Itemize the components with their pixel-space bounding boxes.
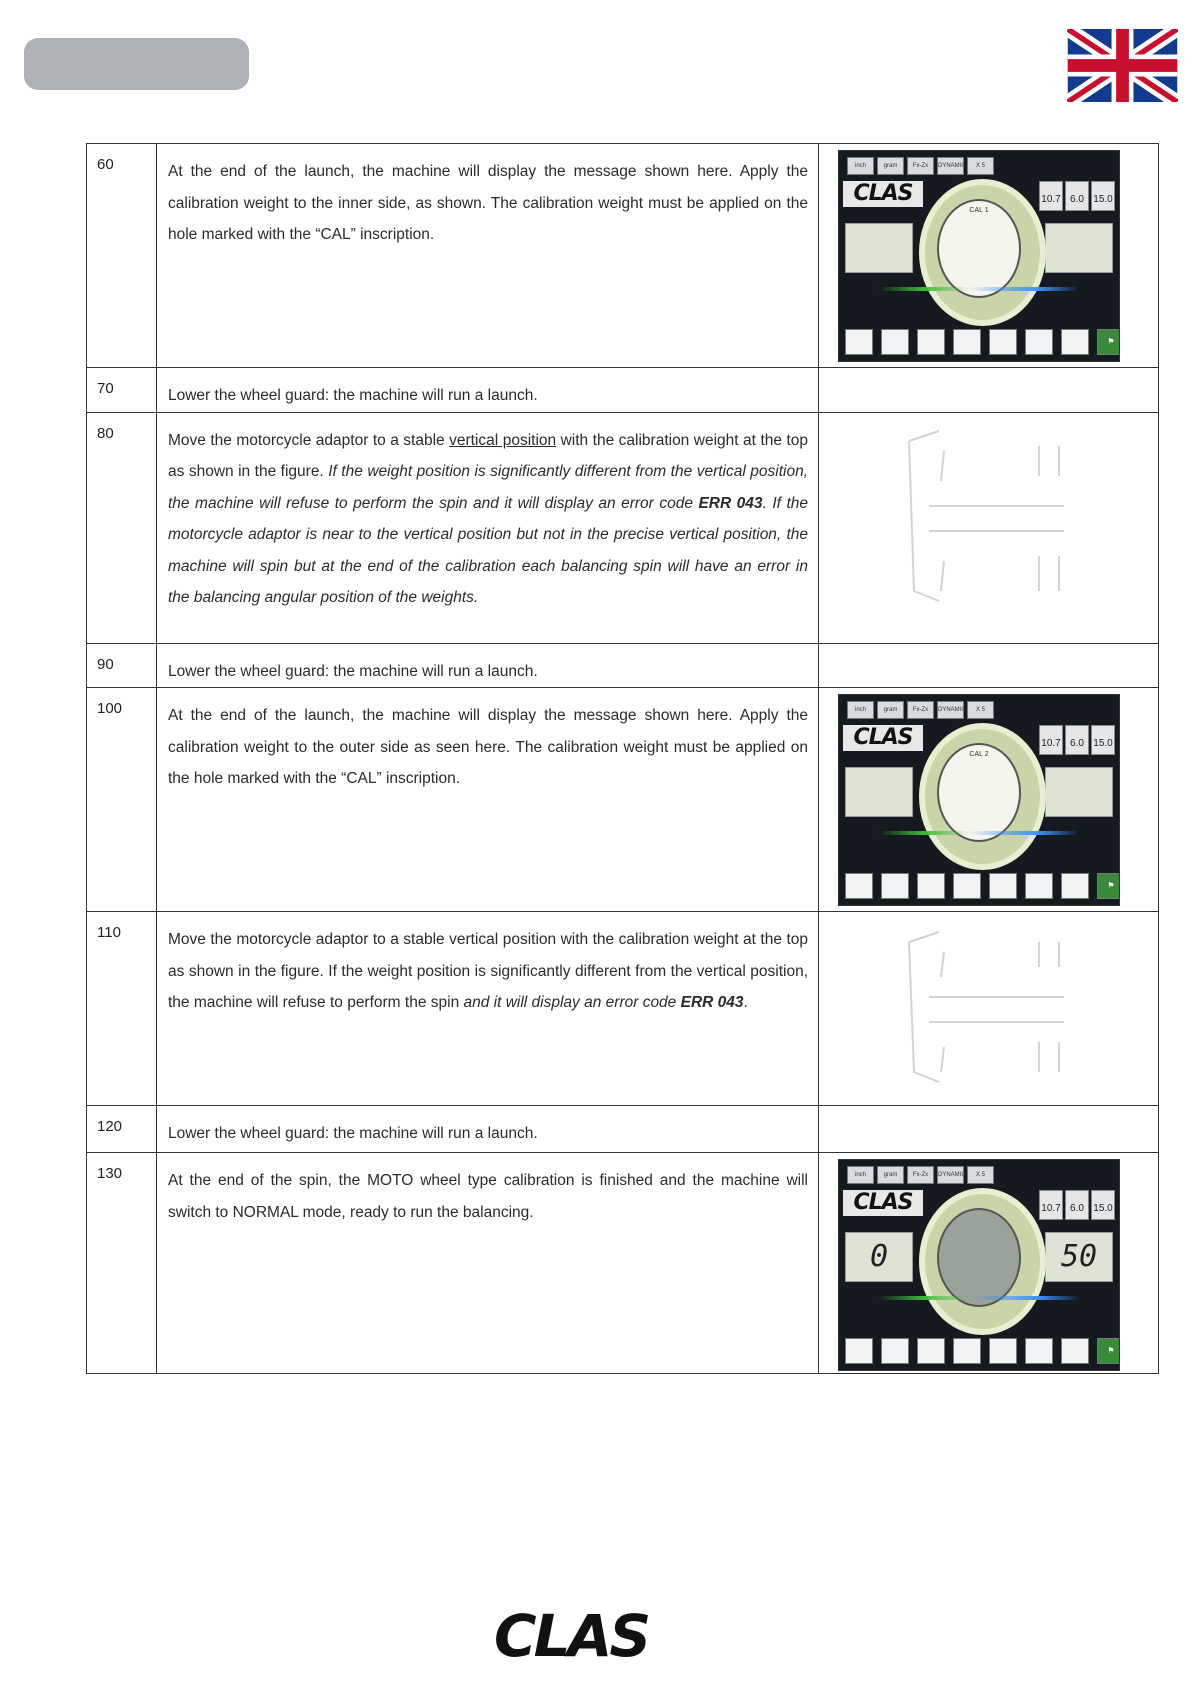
table-row: [87, 1106, 1159, 1153]
screen-button: [953, 329, 981, 355]
screen-button: [989, 873, 1017, 899]
step-text: Lower the wheel guard: the machine will run a launch.: [168, 662, 538, 680]
screen-tab: DYNAMIC: [937, 701, 964, 719]
dimension-value: 10.7: [1039, 725, 1063, 755]
screen-button: [989, 1338, 1017, 1364]
table-row: [87, 688, 1159, 912]
step-number: 110: [87, 912, 157, 1106]
motorcycle-adaptor-sketch: [899, 421, 1079, 611]
balancer-screen-normal: [838, 1159, 1120, 1371]
wheel-cal-label: CAL 1: [969, 207, 989, 214]
motorcycle-mode-icon: ⚑: [1097, 329, 1120, 355]
wheel-graphic: [919, 179, 1046, 326]
screen-button: [917, 1338, 945, 1364]
error-code: ERR 043: [698, 494, 763, 512]
step-text: Move the motorcycle adaptor to a stable vertical position with the calibration weight at the top as shown in the figure. If the weight position is significantly different from the vertical position, the machine will refuse to perform the spin and it will display an error code ERR 043. If the motorcycle adaptor is near to the vertical position but not in the precise vertical position, the machine will spin but at the end of the calibration each balancing spin will have an error in the balancing angular position of the weights.: [168, 431, 809, 606]
wheel-graphic: [919, 1188, 1046, 1335]
screen-toolbar: [847, 701, 994, 717]
step-text: At the end of the launch, the machine will display the message shown here. Apply the calibration weight to the inner side, as shown. The calibration weight must be applied on the hole marked with the “CAL” inscription.: [168, 163, 808, 243]
step-number: 70: [87, 368, 157, 413]
screen-tab: gram: [877, 1166, 904, 1184]
left-weight-value: 0: [845, 1232, 913, 1282]
clas-footer-logo: [494, 1608, 699, 1664]
screen-tab: inch: [847, 157, 874, 175]
screen-button: [881, 329, 909, 355]
screen-tab: DYNAMIC: [937, 157, 964, 175]
screen-tab: Fx-Zx: [907, 157, 934, 175]
screen-dimension-values: [1039, 725, 1115, 755]
screen-button: [881, 1338, 909, 1364]
screen-tab: inch: [847, 1166, 874, 1184]
screen-bottom-buttons: [845, 873, 1120, 899]
step-number: 90: [87, 643, 157, 688]
screen-button: [1025, 873, 1053, 899]
screen-button: [845, 873, 873, 899]
screen-bottom-buttons: [845, 1338, 1120, 1364]
wheel-graphic: [919, 723, 1046, 870]
screen-tab: gram: [877, 701, 904, 719]
calibration-steps-table: [86, 143, 1159, 1374]
wheel-cal-label: CAL 2: [969, 751, 989, 758]
step-text: Lower the wheel guard: the machine will run a launch.: [168, 1125, 538, 1142]
screen-brand-logo: CLAS: [843, 181, 923, 207]
step-text: Move the motorcycle adaptor to a stable vertical position with the calibration weight at the top as shown in the figure. If the weight position is significantly different from the vertical position, the machine will refuse to perform the spin and it will display an error code ERR 043.: [168, 931, 808, 1011]
screen-brand-logo: CLAS: [843, 1190, 923, 1216]
screen-brand-logo: CLAS: [843, 725, 923, 751]
right-weight-value: 50: [1045, 1232, 1113, 1282]
screen-toolbar: [847, 1166, 994, 1182]
table-row: [87, 1153, 1159, 1374]
screen-button: [989, 329, 1017, 355]
header-tab-pill: [24, 38, 249, 90]
screen-toolbar: [847, 157, 994, 173]
table-row: [87, 412, 1159, 643]
dimension-value: 15.0: [1091, 1190, 1115, 1220]
step-number: 120: [87, 1106, 157, 1153]
step-text: At the end of the spin, the MOTO wheel type calibration is finished and the machine will switch to NORMAL mode, ready to run the balancing.: [168, 1172, 808, 1221]
table-row: [87, 368, 1159, 413]
united-kingdom-flag-icon: [1067, 29, 1178, 102]
screen-tab: inch: [847, 701, 874, 719]
screen-bottom-buttons: [845, 329, 1120, 355]
screen-tab: Fx-Zx: [907, 701, 934, 719]
screen-tab: X 5: [967, 701, 994, 719]
step-number: 80: [87, 412, 157, 643]
table-row: [87, 643, 1159, 688]
right-weight-display: [1045, 223, 1113, 273]
screen-dimension-values: [1039, 181, 1115, 211]
dimension-value: 6.0: [1065, 181, 1089, 211]
screen-tab: X 5: [967, 157, 994, 175]
motorcycle-adaptor-sketch: [899, 922, 1079, 1092]
motorcycle-mode-icon: ⚑: [1097, 1338, 1120, 1364]
screen-button: [1025, 329, 1053, 355]
error-code: ERR 043: [680, 994, 744, 1011]
screen-tab: DYNAMIC: [937, 1166, 964, 1184]
screen-button: [1061, 873, 1089, 899]
screen-button: [1061, 1338, 1089, 1364]
balancer-screen-cal1: [838, 150, 1120, 362]
dimension-value: 15.0: [1091, 181, 1115, 211]
screen-button: [845, 1338, 873, 1364]
step-number: 130: [87, 1153, 157, 1374]
step-text: Lower the wheel guard: the machine will run a launch.: [168, 387, 538, 404]
screen-dimension-values: [1039, 1190, 1115, 1220]
screen-button: [845, 329, 873, 355]
step-text: At the end of the launch, the machine will display the message shown here. Apply the calibration weight to the outer side as seen here. The calibration weight must be applied on the hole marked with the “CAL” inscription.: [168, 707, 808, 787]
screen-tab: Fx-Zx: [907, 1166, 934, 1184]
screen-tab: gram: [877, 157, 904, 175]
screen-button: [917, 873, 945, 899]
step-number: 60: [87, 144, 157, 368]
table-row: [87, 144, 1159, 368]
step-number: 100: [87, 688, 157, 912]
screen-button: [917, 329, 945, 355]
dimension-value: 10.7: [1039, 1190, 1063, 1220]
dimension-value: 10.7: [1039, 181, 1063, 211]
dimension-value: 15.0: [1091, 725, 1115, 755]
screen-button: [953, 873, 981, 899]
screen-button: [1025, 1338, 1053, 1364]
balancer-screen-cal2: [838, 694, 1120, 906]
svg-text:CLAS: CLAS: [494, 1608, 649, 1664]
screen-tab: X 5: [967, 1166, 994, 1184]
dimension-value: 6.0: [1065, 1190, 1089, 1220]
screen-button: [1061, 329, 1089, 355]
screen-button: [881, 873, 909, 899]
left-weight-display: [845, 223, 913, 273]
screen-button: [953, 1338, 981, 1364]
table-row: [87, 912, 1159, 1106]
right-weight-display: [1045, 767, 1113, 817]
left-weight-display: [845, 767, 913, 817]
dimension-value: 6.0: [1065, 725, 1089, 755]
motorcycle-mode-icon: ⚑: [1097, 873, 1120, 899]
